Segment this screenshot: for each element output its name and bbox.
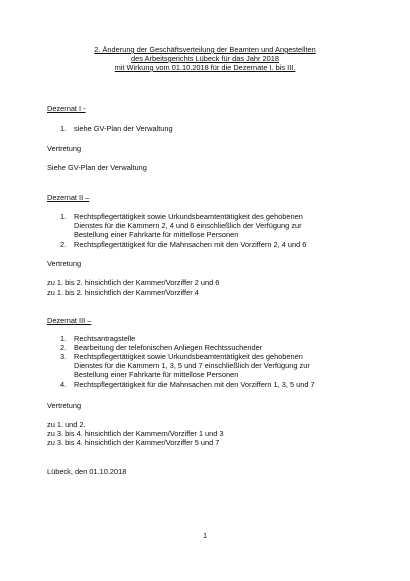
list-number: 4. xyxy=(60,380,67,389)
list-text: Dienstes für die Kammern 1, 3, 5 und 7 einschließlich der Verfügung zur xyxy=(74,361,310,370)
list-text: Bearbeitung der telefonischen Anliegen Rechtssuchender xyxy=(74,343,263,352)
dezernat-1-heading: Dezernat I - xyxy=(47,104,86,113)
list-text: Bestellung einer Fahrkarte für mittellose Personen xyxy=(74,230,239,239)
list-number: 2. xyxy=(60,343,67,352)
list-text: Rechtspflegertätigkeit für die Mahnsachen mit den Vorziffern 2, 4 und 6 xyxy=(74,240,307,249)
page-number: 1 xyxy=(202,531,208,540)
list-text: siehe GV-Plan der Verwaltung xyxy=(74,124,173,133)
dezernat-2-vertretung-line-2: zu 1. bis 2. hinsichtlich der Kammer/Vorziffer 4 xyxy=(47,288,199,297)
dezernat-2-vertretung-label: Vertretung xyxy=(47,259,82,268)
list-text: Rechtspflegertätigkeit sowie Urkundsbeamtentätigkeit des gehobenen xyxy=(74,212,303,221)
list-text: Rechtspflegertätigkeit sowie Urkundsbeamtentätigkeit des gehobenen xyxy=(74,352,303,361)
dezernat-3-vertretung-line-2: zu 3. bis 4. hinsichtlich der Kammern/Vorziffer 1 und 3 xyxy=(47,429,224,438)
dezernat-3-vertretung-label: Vertretung xyxy=(47,401,82,410)
list-text: Bestellung einer Fahrkarte für mittellose Personen xyxy=(74,370,239,379)
document-title xyxy=(0,45,410,72)
dezernat-3-vertretung-line-3: zu 3. bis 4. hinsichtlich der Kammer/Vorziffer 5 und 7 xyxy=(47,438,220,447)
list-number: 1. xyxy=(60,124,67,133)
title-line-3: mit Wirkung vom 01.10.2018 für die Dezernate I. bis III. xyxy=(114,63,296,72)
dezernat-3-heading: Dezernat III – xyxy=(47,316,92,325)
list-text: Rechtspflegertätigkeit für die Mahnsachen mit den Vorziffern 1, 3, 5 und 7 xyxy=(74,380,315,389)
list-text: Rechtsantragstelle xyxy=(74,334,136,343)
dezernat-2-vertretung-line-1: zu 1. bis 2. hinsichtlich der Kammer/Vorziffer 2 und 6 xyxy=(47,278,220,287)
list-number: 3. xyxy=(60,352,67,361)
list-number: 1. xyxy=(60,212,67,221)
list-number: 1. xyxy=(60,334,67,343)
dezernat-1-vertretung-label: Vertretung xyxy=(47,144,82,153)
title-line-2: des Arbeitsgerichts Lübeck für das Jahr 2018 xyxy=(131,54,279,63)
closing-date-line: Lübeck, den 01.10.2018 xyxy=(47,467,127,476)
dezernat-3-vertretung-line-1: zu 1. und 2. xyxy=(47,420,86,429)
dezernat-1-vertretung-text: Siehe GV-Plan der Verwaltung xyxy=(47,163,147,172)
list-text: Dienstes für die Kammern 2, 4 und 6 einschließlich der Verfügung zur xyxy=(74,221,302,230)
title-line-1: 2. Änderung der Geschäftsverteilung der Beamten und Angestellten xyxy=(94,45,316,54)
list-number: 2. xyxy=(60,240,67,249)
dezernat-2-heading: Dezernat II – xyxy=(47,193,90,202)
